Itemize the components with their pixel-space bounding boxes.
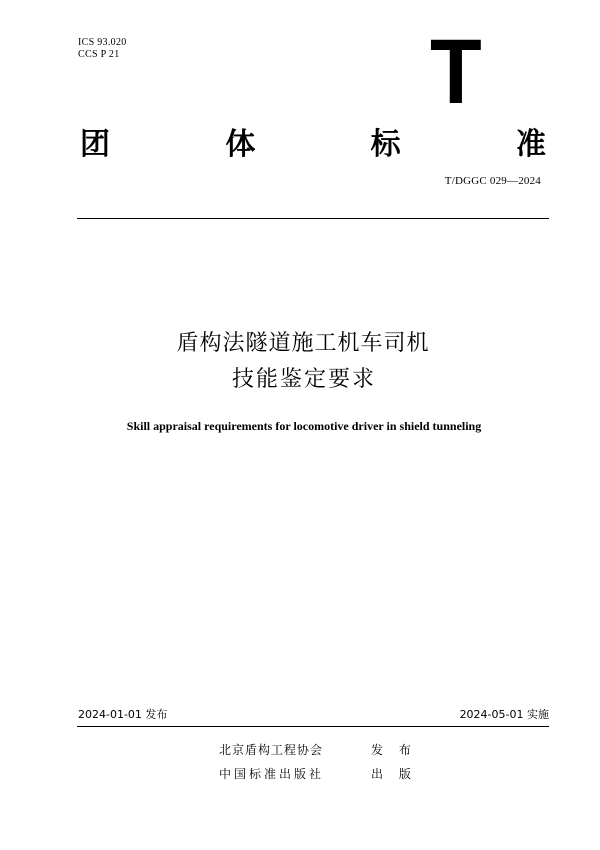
title-chinese-line1: 盾构法隧道施工机车司机 [176,331,430,356]
issuing-organization: 北京盾构工程协会 [219,743,324,757]
ccs-code: CCS P 21 [78,49,120,60]
standard-logo-letter: T [430,21,482,123]
publishing-organization: 中国标准出版社 [219,767,325,781]
standard-type-char: 准 [515,127,546,162]
implement-date: 2024-05-01 实施 [459,708,549,721]
top-divider [77,218,549,219]
title-english: Skill appraisal requirements for locomotive driver in shield tunneling [126,419,482,433]
standard-number: T/DGGC 029—2024 [444,175,541,187]
ics-code: ICS 93.020 [78,37,127,48]
issuing-action: 发 布 [371,743,412,757]
standard-type-char: 标 [370,127,401,162]
standard-type-heading [80,128,546,162]
title-chinese-line2: 技能鉴定要求 [231,367,376,392]
standard-type-char: 体 [225,127,256,162]
publish-date: 2024-01-01 发布 [78,708,168,721]
bottom-divider [77,726,549,727]
publishing-action: 出 版 [371,767,412,781]
standard-type-char: 团 [80,127,110,162]
classification-codes [78,37,127,61]
